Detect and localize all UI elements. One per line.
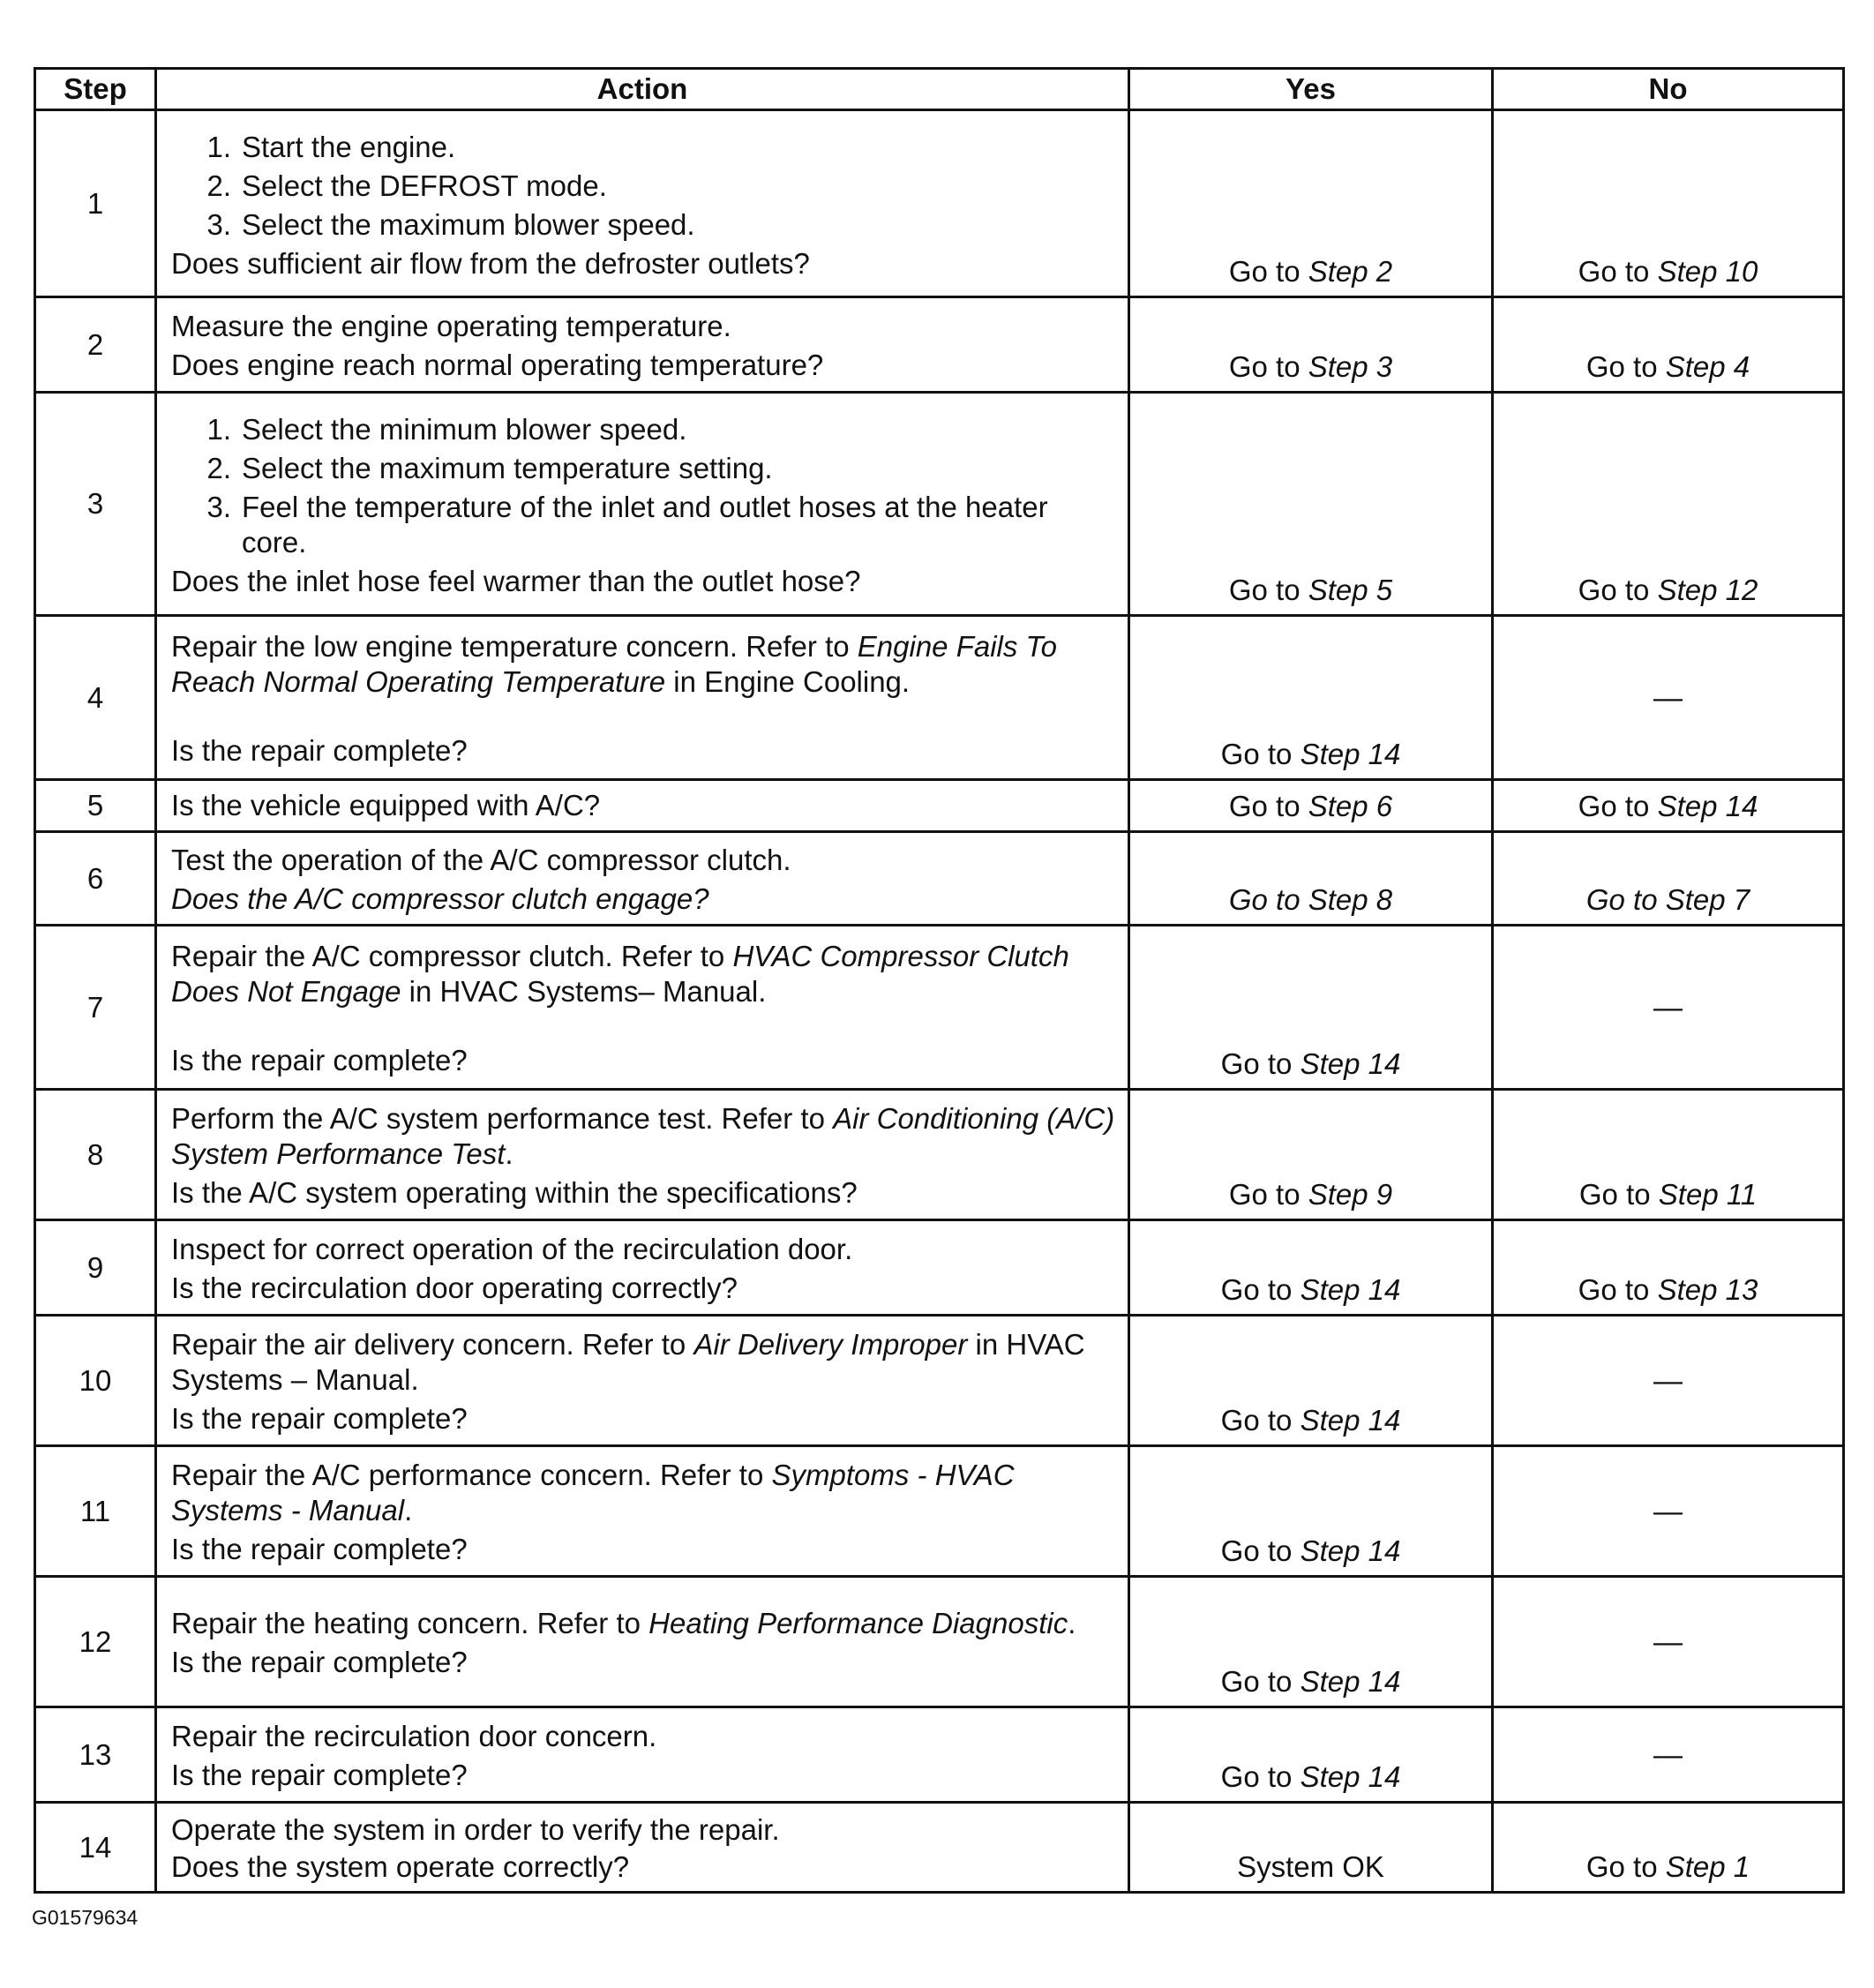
step-number: 13 [35,1707,156,1803]
table-row [35,1090,1844,1220]
step-ref: Step 9 [1308,1178,1393,1211]
step-ref: Step 13 [1657,1273,1758,1306]
table-row [35,1577,1844,1707]
yes-cell: Go to Step 8 [1129,832,1493,926]
step-ref: Step 14 [1657,790,1758,822]
step-number: 5 [35,780,156,832]
action-question: Is the repair complete? [171,1758,468,1791]
yes-cell: System OK [1129,1803,1493,1893]
step-number: 6 [35,832,156,926]
action-item: 1. Select the minimum blower speed. [206,413,687,446]
action-question: Does the system operate correctly? [171,1849,630,1883]
table-row [35,780,1844,832]
no-cell: Go to Step 10 [1493,110,1844,297]
step-number: 3 [35,393,156,616]
action-item: 3. Select the maximum blower speed. [206,207,695,241]
no-cell: — [1493,1707,1844,1803]
action-cell [156,780,1129,832]
step-ref: Step 10 [1657,255,1758,288]
no-cell: — [1493,616,1844,780]
step-ref: Step 11 [1658,1178,1758,1211]
step-ref: Step 8 [1308,883,1393,916]
step-ref: Step 2 [1308,255,1393,288]
table-row [35,1220,1844,1316]
yes-cell: Go to Step 3 [1129,297,1493,393]
yes-cell: Go to Step 14 [1129,1446,1493,1577]
action-text: Operate the system in order to verify the repair. [171,1812,780,1846]
step-ref: Step 3 [1308,350,1393,383]
action-question: Does the A/C compressor clutch engage? [171,881,709,915]
action-question: Is the recirculation door operating correctly? [171,1271,738,1304]
step-number: 2 [35,297,156,393]
table-row [35,926,1844,1090]
no-cell: Go to Step 11 [1493,1090,1844,1220]
action-question: Is the vehicle equipped with A/C? [171,789,601,821]
yes-cell: Go to Step 14 [1129,1220,1493,1316]
step-ref: Step 6 [1308,790,1393,822]
header-row [35,69,1844,110]
yes-cell: Go to Step 9 [1129,1090,1493,1220]
action-cell [156,1707,1129,1803]
action-question: Is the A/C system operating within the specifications? [171,1175,858,1209]
no-cell: Go to Step 12 [1493,393,1844,616]
action-cell [156,1803,1129,1893]
reference-link: Symptoms - HVAC Systems - Manual [171,1458,1015,1527]
action-item: 2. Select the DEFROST mode. [206,169,607,202]
step-ref: Step 14 [1300,1047,1401,1080]
step-ref: Step 4 [1665,350,1750,383]
action-text: Repair the low engine temperature concern. Refer to Engine Fails To Reach Normal Operating Temperature in Engine Cooling. [171,629,1058,698]
action-text: Measure the engine operating temperature. [171,309,731,342]
table-row [35,832,1844,926]
action-question: Does sufficient air flow from the defroster outlets? [171,246,810,280]
action-text: Repair the heating concern. Refer to Heating Performance Diagnostic. [171,1606,1076,1639]
no-cell: — [1493,1577,1844,1707]
header-no: No [1493,69,1844,110]
table-row [35,297,1844,393]
action-cell [156,1316,1129,1446]
header-action: Action [156,69,1129,110]
action-cell [156,926,1129,1090]
step-number: 1 [35,110,156,297]
action-cell [156,616,1129,780]
no-cell: — [1493,1446,1844,1577]
no-cell: Go to Step 14 [1493,780,1844,832]
table-row [35,1803,1844,1893]
action-text: Repair the recirculation door concern. [171,1719,657,1752]
step-number: 9 [35,1220,156,1316]
table-row [35,616,1844,780]
reference-link: HVAC Compressor Clutch Does Not Engage [171,939,1069,1008]
table-row [35,110,1844,297]
action-cell [156,1090,1129,1220]
action-text: Repair the A/C performance concern. Refer to Symptoms - HVAC Systems - Manual. [171,1458,1015,1527]
yes-cell: Go to Step 14 [1129,1577,1493,1707]
no-cell: Go to Step 7 [1493,832,1844,926]
action-cell [156,1446,1129,1577]
step-ref: Step 12 [1657,574,1758,606]
table-row [35,1316,1844,1446]
action-text: Repair the A/C compressor clutch. Refer to HVAC Compressor Clutch Does Not Engage in HVAC Systems– Manual. [171,939,1069,1008]
step-ref: Step 14 [1300,1665,1401,1698]
step-ref: Step 7 [1665,883,1750,916]
step-ref: Step 1 [1665,1850,1750,1883]
action-text: Perform the A/C system performance test. Refer to Air Conditioning (A/C) System Performance Test. [171,1101,1115,1170]
step-ref: Step 14 [1300,1760,1401,1793]
step-ref: Step 14 [1300,1273,1401,1306]
no-cell: Go to Step 1 [1493,1803,1844,1893]
yes-cell: Go to Step 14 [1129,926,1493,1090]
action-item: 2. Select the maximum temperature setting. [206,452,773,484]
action-cell [156,832,1129,926]
step-number: 12 [35,1577,156,1707]
action-cell [156,1577,1129,1707]
action-question: Is the repair complete? [171,733,468,767]
step-ref: Step 14 [1300,1404,1401,1437]
reference-link: Air Delivery Improper [693,1327,968,1361]
action-question: Does engine reach normal operating temperature? [171,348,824,381]
no-cell: Go to Step 13 [1493,1220,1844,1316]
diagnostic-table [34,67,1845,1894]
action-question: Is the repair complete? [171,1401,468,1435]
step-number: 10 [35,1316,156,1446]
action-cell [156,297,1129,393]
reference-link: Heating Performance Diagnostic [648,1606,1068,1639]
no-cell: — [1493,1316,1844,1446]
action-question: Is the repair complete? [171,1043,468,1077]
table-row [35,393,1844,616]
action-text: Test the operation of the A/C compressor clutch. [171,843,791,876]
reference-link: Air Conditioning (A/C) System Performance Test [171,1101,1115,1170]
action-question: Is the repair complete? [171,1532,468,1565]
action-cell [156,110,1129,297]
action-text: Repair the air delivery concern. Refer to Air Delivery Improper in HVAC Systems – Manual. [171,1327,1085,1396]
yes-cell: Go to Step 2 [1129,110,1493,297]
yes-cell: Go to Step 14 [1129,1316,1493,1446]
header-yes: Yes [1129,69,1493,110]
step-number: 4 [35,616,156,780]
action-cell [156,1220,1129,1316]
table-row [35,1446,1844,1577]
action-cell [156,393,1129,616]
step-number: 14 [35,1803,156,1893]
action-text: Inspect for correct operation of the recirculation door. [171,1232,853,1265]
figure-id: G01579634 [32,1906,139,1929]
action-item: 3. Feel the temperature of the inlet and outlet hoses at the heater core. [206,491,1048,559]
step-number: 7 [35,926,156,1090]
no-cell: — [1493,926,1844,1090]
table-row [35,1707,1844,1803]
step-ref: Step 14 [1300,1534,1401,1567]
action-question: Does the inlet hose feel warmer than the outlet hose? [171,565,861,597]
action-question: Is the repair complete? [171,1645,468,1678]
yes-cell: Go to Step 14 [1129,1707,1493,1803]
header-step: Step [35,69,156,110]
action-item: 1. Start the engine. [206,130,456,163]
yes-cell: Go to Step 5 [1129,393,1493,616]
yes-cell: Go to Step 14 [1129,616,1493,780]
step-number: 11 [35,1446,156,1577]
reference-link: Engine Fails To Reach Normal Operating Temperature [171,629,1058,698]
yes-cell: Go to Step 6 [1129,780,1493,832]
step-number: 8 [35,1090,156,1220]
no-cell: Go to Step 4 [1493,297,1844,393]
step-ref: Step 5 [1308,574,1393,606]
step-ref: Step 14 [1300,738,1401,770]
